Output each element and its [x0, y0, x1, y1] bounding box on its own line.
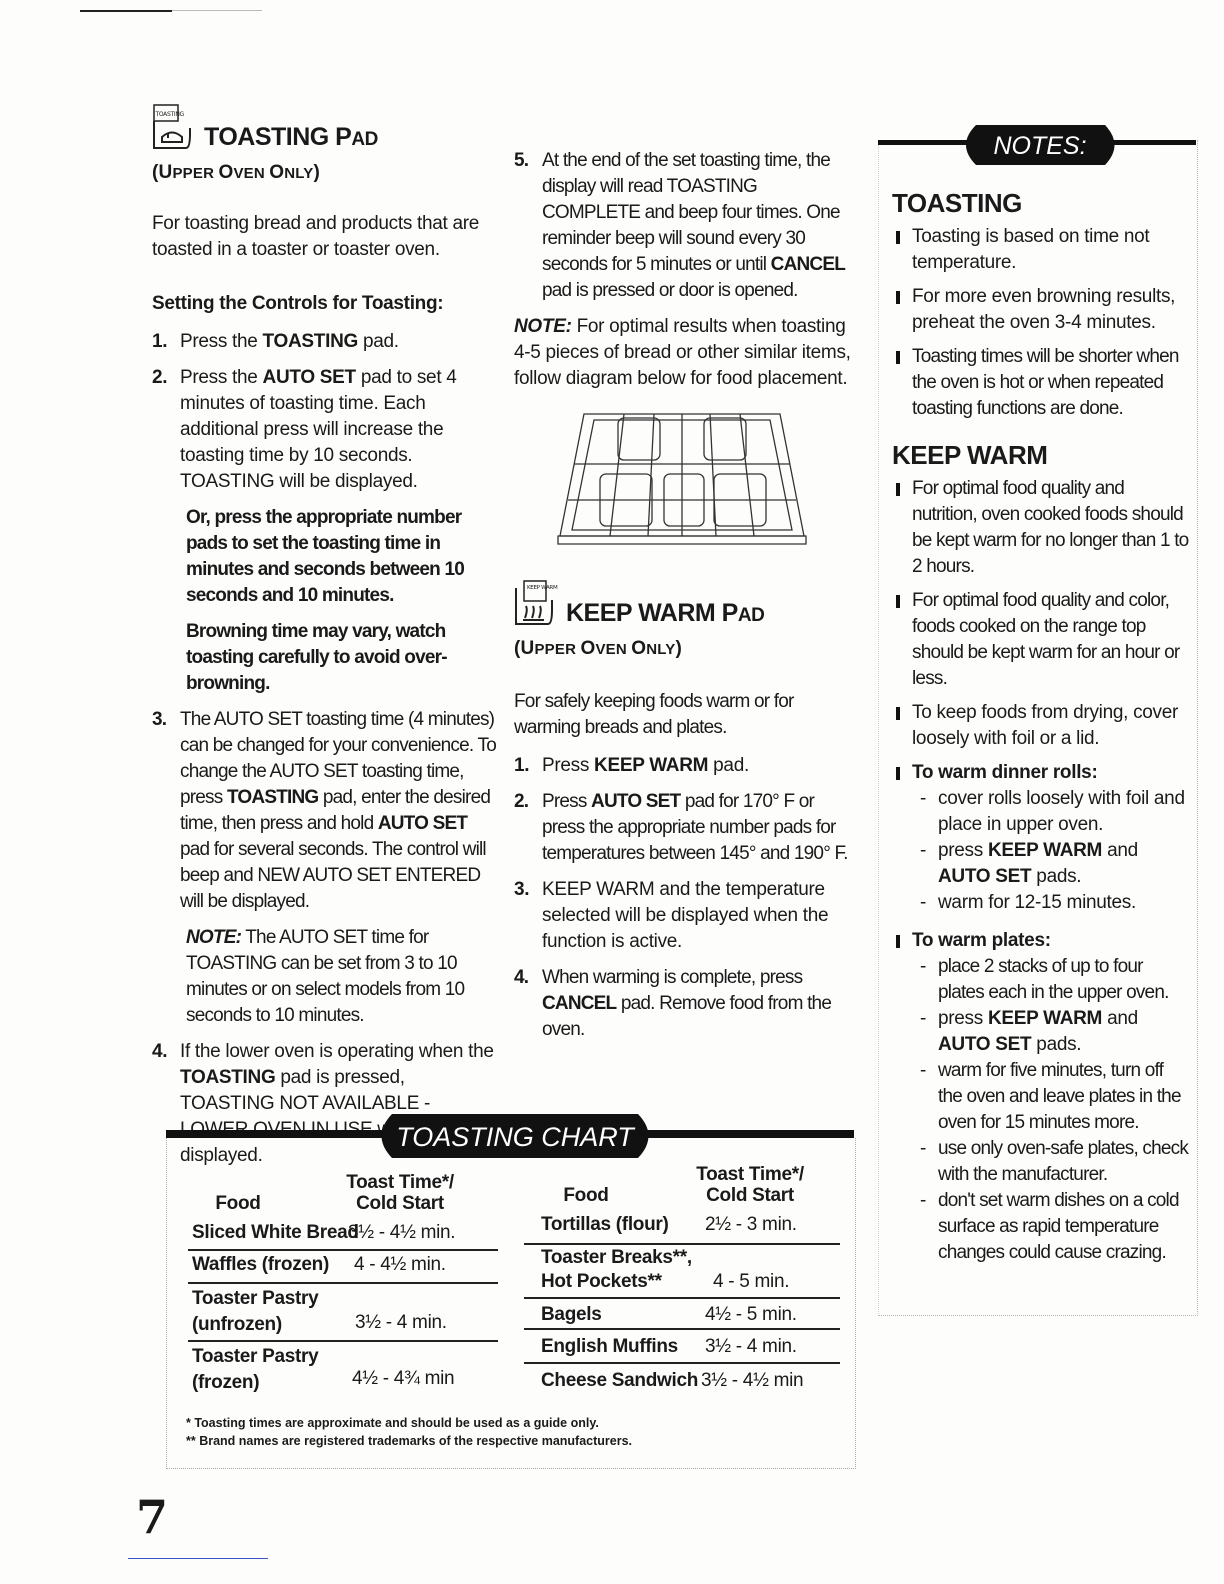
toasting-subtitle: (UPPER OVEN ONLY)	[152, 162, 321, 183]
toasting-step-2-warning: Browning time may vary, watch toasting carefully to avoid over-browning.	[186, 621, 447, 694]
notes-plates-item: - don't set warm dishes on a cold surface as rapid temperature changes could cause crazing.	[892, 1188, 1190, 1266]
middle-column	[514, 148, 856, 1043]
chart-footnote: ** Brand names are registered trademarks of the respective manufacturers.	[186, 1434, 633, 1448]
notes-toasting-bullet: For more even browning results, preheat the oven 3-4 minutes.	[892, 284, 1190, 336]
toasting-title: TOASTING PAD	[204, 123, 378, 151]
keep-warm-title: KEEP WARM PAD	[566, 599, 765, 627]
top-rule-light	[172, 10, 262, 11]
notes-toasting-bullet: Toasting is based on time not temperature.	[892, 224, 1190, 276]
top-rule	[80, 10, 172, 12]
notes-rolls-item: - press KEEP WARM and AUTO SET pads.	[892, 838, 1190, 890]
toasting-step-2: 2. Press the AUTO SET pad to set 4 minutes of toasting time. Each additional press will increase the toasting time by 10 seconds. TOASTING will be displayed.	[152, 367, 457, 492]
setting-heading: Setting the Controls for Toasting:	[152, 293, 444, 314]
notes-rolls-item: - cover rolls loosely with foil and place in upper oven.	[892, 786, 1190, 838]
svg-text:TOASTING: TOASTING	[155, 111, 184, 118]
toasting-step-1: 1. Press the TOASTING pad.	[152, 331, 399, 352]
toasting-intro: For toasting bread and products that are toasted in a toaster or toaster oven.	[152, 213, 480, 260]
chart-row-divider	[188, 1249, 498, 1251]
toasting-step-2-or: Or, press the appropriate number pads to set the toasting time in minutes and seconds between 10 seconds and 10 minutes.	[186, 507, 464, 606]
chart-time-header: Toast Time*/ Cold Start	[346, 1172, 454, 1214]
keep-warm-header	[514, 580, 856, 642]
toasting-step-4: 4. If the lower oven is operating when the TOASTING pad is pressed, TOASTING NOT AVAILABLE - displayed.	[152, 1041, 494, 1166]
keep-warm-subtitle: (UPPER OVEN ONLY)	[514, 638, 683, 659]
keep-warm-step-4: 4. When warming is complete, press CANCEL pad. Remove food from the oven.	[514, 967, 832, 1040]
notes-keepwarm-bullet: To keep foods from drying, cover loosely with foil or a lid.	[892, 700, 1190, 752]
toasting-pad-icon	[152, 104, 192, 152]
notes-badge	[955, 124, 1125, 166]
toasting-chart-badge	[370, 1113, 660, 1159]
toasting-step-3-note: NOTE: The AUTO SET time for TOASTING can be set from 3 to 10 minutes or on select models from 10 seconds to 10 minutes.	[186, 927, 465, 1026]
page-number: 7	[136, 1490, 169, 1544]
chart-food-header: Food	[215, 1193, 261, 1214]
notes-keepwarm-heading: KEEP WARM	[892, 440, 1048, 470]
chart-row-divider	[188, 1340, 498, 1342]
bottom-rule	[128, 1558, 268, 1559]
notes-plates-heading: To warm plates:	[892, 928, 1190, 954]
chart-time-header: Toast Time*/ Cold Start	[696, 1164, 804, 1206]
keep-warm-step-3: 3. KEEP WARM and the temperature selected will be displayed when the function is active.	[514, 879, 829, 952]
notes-plates-item: - place 2 stacks of up to four plates each in the upper oven.	[892, 954, 1190, 1006]
toasting-header	[152, 104, 497, 166]
notes-plates-item: - warm for five minutes, turn off the oven and leave plates in the oven for 15 minutes more.	[892, 1058, 1190, 1136]
chart-row-divider	[188, 1282, 498, 1284]
notes-plates-item: - press KEEP WARM and AUTO SET pads.	[892, 1006, 1190, 1058]
chart-footnote: * Toasting times are approximate and should be used as a guide only.	[186, 1416, 599, 1430]
notes-keepwarm-bullet: For optimal food quality and color, foods cooked on the range top should be kept warm for an hour or less.	[892, 588, 1190, 692]
rack-placement-diagram	[554, 404, 810, 554]
svg-text:KEEP WARM: KEEP WARM	[527, 585, 558, 591]
svg-text:TOASTING CHART: TOASTING CHART	[396, 1122, 634, 1152]
toasting-step-5: 5. At the end of the set toasting time, the display will read TOASTING COMPLETE and beep four times. One reminder beep will sound every 30 seconds for 5 minutes or until CANCEL pad is pressed or door is opened.	[514, 150, 846, 301]
notes-content	[892, 190, 1190, 1266]
chart-row-divider	[524, 1243, 840, 1245]
notes-rolls-item: - warm for 12-15 minutes.	[892, 890, 1190, 916]
chart-row-divider	[524, 1362, 840, 1364]
toasting-step-3: 3. The AUTO SET toasting time (4 minutes) can be changed for your convenience. To change the AUTO SET toasting time, press TOASTING pad, enter the desired time, then press and hold AUTO SET pad for several seconds. The control will beep and NEW AUTO SET ENTERED will be displayed.	[152, 709, 496, 912]
svg-text:NOTES:: NOTES:	[993, 132, 1087, 160]
notes-keepwarm-bullet: For optimal food quality and nutrition, oven cooked foods should be kept warm for no longer than 1 to 2 hours.	[892, 476, 1190, 580]
notes-rolls-heading: To warm dinner rolls:	[892, 760, 1190, 786]
notes-plates-item: - use only oven-safe plates, check with the manufacturer.	[892, 1136, 1190, 1188]
chart-row-divider	[524, 1297, 840, 1299]
keep-warm-step-1: 1. Press KEEP WARM pad.	[514, 755, 749, 776]
toasting-section	[152, 104, 497, 1169]
notes-toasting-bullet: Toasting times will be shorter when the oven is hot or when repeated toasting functions are done.	[892, 344, 1190, 422]
notes-toasting-heading: TOASTING	[892, 188, 1022, 218]
keep-warm-intro: For safely keeping foods warm or for warming breads and plates.	[514, 691, 794, 738]
keep-warm-step-2: 2. Press AUTO SET pad for 170° F or press the appropriate number pads for temperatures between 145° and 190° F.	[514, 791, 848, 864]
chart-food-header: Food	[563, 1185, 609, 1206]
keep-warm-pad-icon	[514, 580, 558, 628]
chart-row-divider	[524, 1328, 840, 1330]
toasting-note: NOTE: For optimal results when toasting 4-5 pieces of bread or other similar items, follow diagram below for food placement.	[514, 316, 851, 389]
